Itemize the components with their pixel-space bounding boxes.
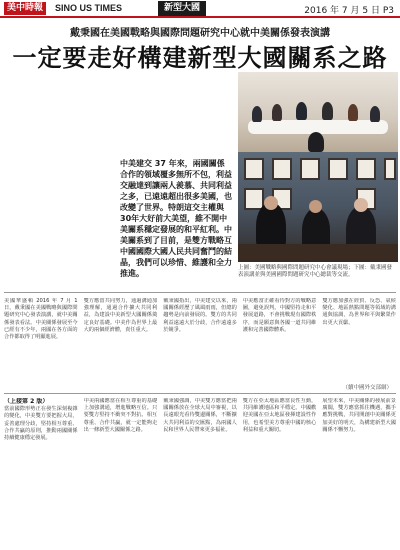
column-text: 戴秉國強調，中美雙方應當把兩國關係放在全球大局中審視，以長遠眼光看待雙邊關係，不斷擴大共同利益的交匯點，為兩國人民和世界人民帶來更多福祉。 (163, 398, 237, 433)
column-text: 當前國際形勢正在發生深刻複雜的變化，中美雙方要把握大局，妥善處理分歧，堅持相互尊重、合作共贏的原則，推動兩國關係持續健康穩定發展。 (4, 406, 78, 442)
divider (4, 292, 396, 293)
body-column (84, 398, 158, 546)
section-label: 新型大國 (158, 1, 206, 16)
body-column (163, 398, 237, 546)
masthead (0, 0, 400, 18)
body-column: 雙方應加強在經貿、反恐、氣候變化、地區熱點問題等領域的溝通與協調，為世界和平與繁榮作出更大貢獻。 (322, 298, 396, 326)
column-text: 中美兩國應當在相互尊重的基礎上加強溝通，增進戰略互信。只要雙方堅持不衝突不對抗、相互尊重、合作共贏，就一定能夠走出一條新型大國關係之路。 (83, 398, 158, 433)
conference-photo (238, 72, 398, 152)
column-text: 雙方在亞太地區應當良性互動，共同維護地區和平穩定。中國歡迎美國在亞太地區發揮建設性作用，也希望美方尊重中國的核心利益和重大關切。 (242, 398, 317, 433)
article-headline: 一定要走好構建新型大國關系之路 (12, 43, 388, 72)
body-column (243, 398, 317, 546)
article-kicker: 戴秉國在美國戰略與國際問題研究中心就中美關係發表演講 (70, 28, 330, 39)
article-body-bottom (4, 398, 396, 546)
column-subhead: （上接第 2 版） (4, 398, 49, 405)
end-note: （續中國外交部網） (342, 385, 392, 391)
divider (4, 393, 396, 394)
photo-caption: 上圖：美國戰略與國際問題研究中心會議現場；下圖：戴秉國發表演講並與美國國際問題研究中心總裁等交流。 (238, 265, 393, 278)
body-column: 美國華盛頓 2016 年 7 月 1 日，戴秉國在美國戰略與國際問題研究中心發表演講，就中美關係發表看法。中美關係發展至今已經有不少年，兩國在各方面的合作都取得了明顯進展。 (4, 298, 78, 341)
body-column: 雙方應當共同努力，通過溝通加強理解，通過合作擴大共同利益，為建設中美新型大國關係奠定良好基礎。中美作為世界上最大的兩個經濟體，責任重大。 (83, 298, 158, 333)
newspaper-logo: 美中時報 (4, 2, 46, 15)
body-column: 中美應當正確看待對方的戰略意圖，避免誤判。中國堅持走和平發展道路，不會挑戰現有國際秩序，而是願意與各國一道共同維護和完善國際體系。 (242, 298, 317, 333)
speakers-photo (238, 152, 398, 262)
body-column (4, 398, 78, 546)
article-body-top (4, 298, 396, 390)
body-column: 戴秉國指出，中美建交以來，兩國關係經歷了風風雨雨，但總的趨勢是向前發展的。雙方的共同利益遠遠大於分歧，合作遠遠多於競爭。 (163, 298, 237, 333)
body-column (322, 398, 396, 546)
issue-date: 2016 年 7 月 5 日 P3 (304, 6, 394, 16)
page-number: P3 (382, 6, 394, 16)
pull-quote: 中美建交 37 年來，兩國關係合作的領域覆多無所不包，利益交融達到讓兩人羨慕、共同利益之多，已遠遠超出很多美國，也改變了世界。特朗這交主權與30年大好前大美望，維不開中美關系穩定發展的和平紅利。中美關系到了目前，是雙方戰略互中國國際大國人民共同奮鬥的結晶，我們可以珍惜、維護和全力推進。 (120, 159, 232, 278)
column-text: 展望未來，中美關係的發展前景廣闊，雙方應當抓住機遇，攜手應對挑戰，共同開創中美關係更加美好的明天，為構建新型大國關係不懈努力。 (322, 398, 396, 433)
newspaper-name: SINO US TIMES (55, 3, 123, 13)
